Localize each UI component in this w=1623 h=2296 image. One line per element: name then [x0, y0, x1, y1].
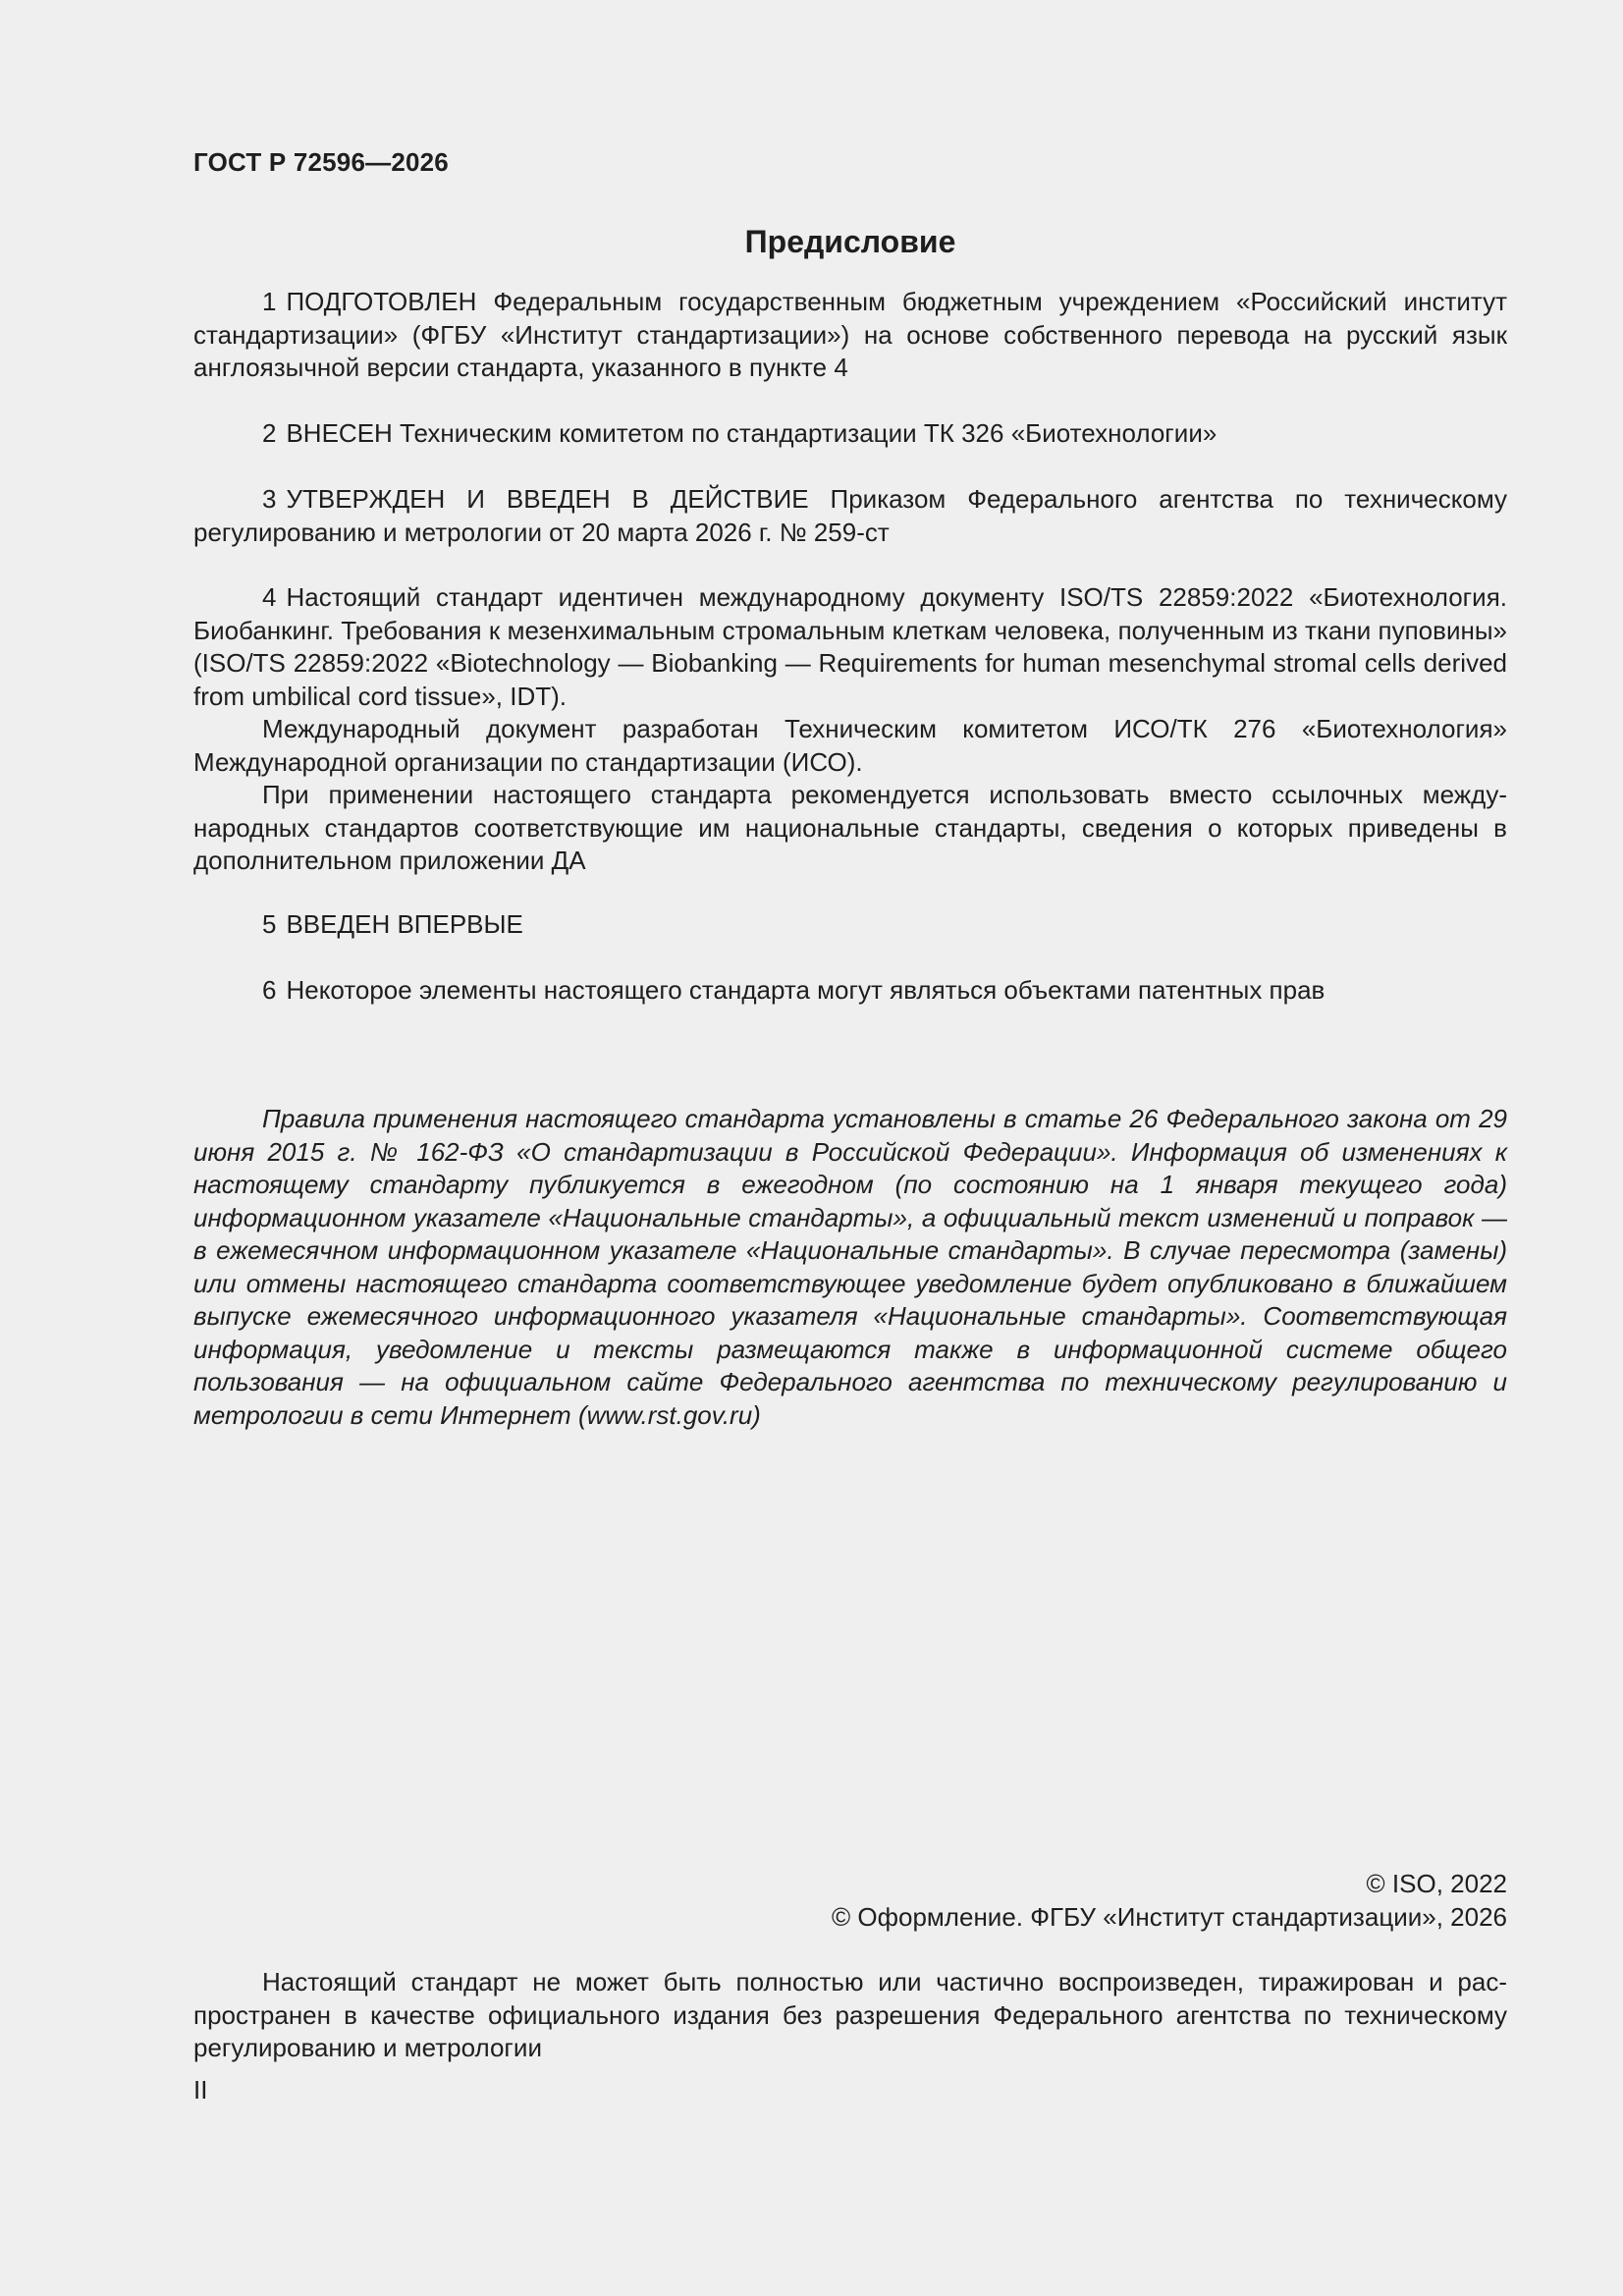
application-rules-notice: Правила применения настоящего стандарта установлены в статье 26 Федерального закона от 29 июня 2015 г. № 162-ФЗ «О стандартизации в Российской Федерации». Информация об изменениях к настоящему стандарту публикуется в ежегодном (по состоянию на 1 января текущего года) информационном указателе «Национальные стандарты», а официальный текст изменений и поправок — в ежемесячном информационном указателе «Национальные стандарты». В случае пересмотра (замены) или отмены настоящего стандарта соответствующее уведомление будет опубликовано в ближайшем выпуске ежемесячного информационного указателя «Национальные стандарты». Соответствующая информация, уведомление и тексты размещаются также в информационной системе общего пользования — на официальном сайте Федерального агентства по техническому регулированию и метрологии в сети Интернет (www.rst.gov.ru) [193, 1104, 1507, 1430]
item-number: 2 [262, 418, 277, 448]
foreword-item-2 [193, 417, 1507, 451]
copyright-design: © Оформление. ФГБУ «Институт стандартизации», 2026 [832, 1901, 1507, 1932]
page-number: II [193, 2075, 208, 2105]
item-text: Некоторое элементы настоящего стандарта могут являться объектами патентных прав [286, 975, 1325, 1005]
foreword-item-6 [193, 974, 1507, 1008]
copyright-block [193, 1868, 1507, 1934]
document-code: ГОСТ Р 72596—2026 [193, 147, 449, 177]
item-text: ВНЕСЕН Техническим комитетом по стандартизации ТК 326 «Биотехнологии» [286, 418, 1217, 448]
copyright-iso: © ISO, 2022 [1366, 1869, 1507, 1898]
item-4-paragraph-national-standards: При применении настоящего стандарта рекомендуется использовать вместо ссылочных международных стандартов соответствующие им национальные стандарты, сведения о которых приведены в дополнительном приложении ДА [193, 780, 1507, 875]
item-number: 1 [262, 287, 277, 316]
foreword-item-5 [193, 908, 1507, 942]
item-4-paragraph-iso-tc: Международный документ разработан Техническим комитетом ИСО/ТК 276 «Биотехнология» Международной организации по стандартизации (ИСО). [193, 714, 1507, 777]
item-number: 6 [262, 975, 277, 1005]
item-text: УТВЕРЖДЕН И ВВЕДЕН В ДЕЙСТВИЕ Приказом Федерального агентства по техническому регулированию и метрологии от 20 марта 2026 г. № 259-ст [193, 484, 1507, 547]
item-number: 3 [262, 484, 277, 514]
item-text: ПОДГОТОВЛЕН Федеральным государственным бюджетным учреждением «Российский институт стандартизации» (ФГБУ «Институт стандартизации») на основе собственного перевода на русский язык англоязычной версии стандарта, указанного в пункте 4 [193, 287, 1507, 382]
item-number: 5 [262, 909, 277, 939]
foreword-item-4 [193, 581, 1507, 878]
item-number: 4 [262, 582, 277, 612]
item-text: Настоящий стандарт идентичен международному документу ISO/TS 22859:2022 «Биотехнология. Биобанкинг. Требования к мезенхимальным стромальным клеткам человека, полученным из ткани пуповины» (ISO/TS 22859:2022 «Biotechnology — Biobanking — Requirements for human mesenchymal stromal cells derived from umbilical cord tissue», IDT). [193, 582, 1507, 711]
foreword-title: Предисловие [744, 224, 956, 259]
reproduction-notice: Настоящий стандарт не может быть полностью или частично воспроизведен, тиражирован и распространен в качестве официального издания без разрешения Федерального агентства по техническому регулированию и метрологии [193, 1967, 1507, 2062]
foreword-item-3 [193, 483, 1507, 549]
item-text: ВВЕДЕН ВПЕРВЫЕ [286, 909, 523, 939]
foreword-item-1 [193, 286, 1507, 385]
